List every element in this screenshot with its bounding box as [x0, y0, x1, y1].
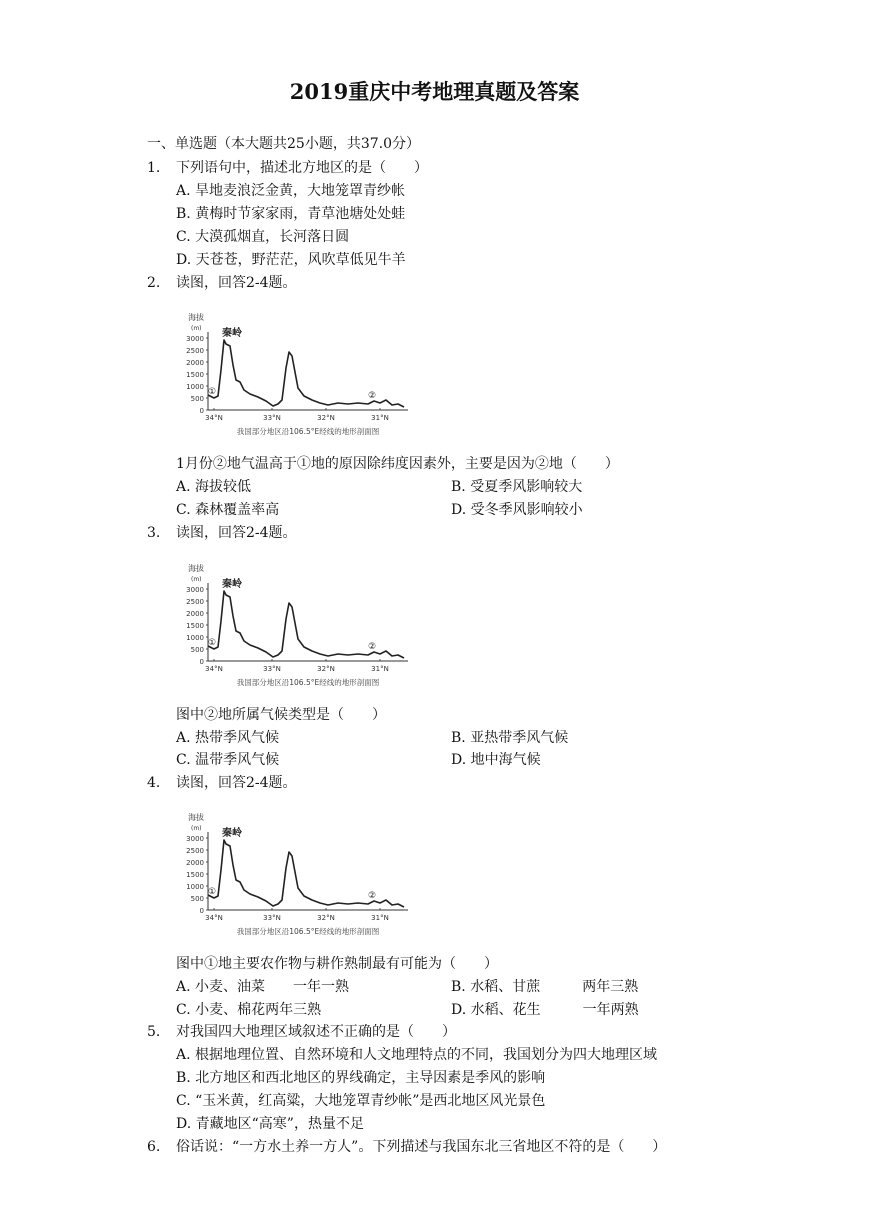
question-stem: 读图，回答2-4题。 — [176, 525, 297, 541]
x-tick-label: 31°N — [371, 414, 389, 422]
x-tick-label: 32°N — [317, 665, 335, 673]
option-c: C. 大漠孤烟直，长河落日圆 — [176, 229, 350, 245]
terrain-profile-svg — [178, 561, 418, 693]
option-a: A. 小麦、油菜 一年一熟 — [176, 979, 350, 995]
point-1-marker: ① — [208, 638, 217, 648]
y-tick-label: 2500 — [186, 847, 204, 855]
y-tick-label: 500 — [190, 646, 204, 654]
qinling-label: 秦岭 — [222, 579, 242, 590]
question-stem: 下列语句中，描述北方地区的是（ ） — [176, 160, 428, 176]
x-tick-label: 31°N — [371, 914, 389, 922]
figure-caption: 我国部分地区沿106.5°E经线的地形剖面图 — [236, 427, 380, 436]
option-a: A. 海拔较低 — [176, 479, 252, 495]
y-tick-label: 1500 — [186, 871, 204, 879]
y-tick-label: 0 — [199, 658, 204, 666]
y-axis-unit: (m) — [191, 825, 202, 832]
option-b: B. 亚热带季风气候 — [451, 730, 569, 746]
x-tick-label: 33°N — [263, 665, 281, 673]
terrain-profile-figure — [178, 810, 418, 942]
question-number: 4. — [147, 775, 161, 791]
y-tick-label: 2500 — [186, 598, 204, 606]
option-c: C. 森林覆盖率高 — [176, 502, 280, 518]
option-d: D. 水稻、花生 一年两熟 — [451, 1002, 639, 1018]
x-tick-label: 34°N — [205, 914, 223, 922]
option-d: D. 受冬季风影响较小 — [451, 502, 583, 518]
y-tick-label: 1000 — [186, 883, 204, 891]
y-axis-unit: (m) — [191, 576, 202, 583]
x-tick-label: 32°N — [317, 914, 335, 922]
question-number: 1. — [147, 160, 161, 176]
question-stem: 读图，回答2-4题。 — [176, 775, 297, 791]
qinling-label: 秦岭 — [222, 328, 242, 339]
y-axis-unit: (m) — [191, 325, 202, 332]
y-axis-label: 海拔 — [188, 813, 204, 822]
option-b: B. 黄梅时节家家雨，青草池塘处处蛙 — [176, 206, 406, 222]
option-b: B. 北方地区和西北地区的界线确定，主导因素是季风的影响 — [176, 1070, 546, 1086]
document-title: 2019重庆中考地理真题及答案 — [289, 79, 580, 104]
question-text: 图中①地主要农作物与耕作熟制最有可能为（ ） — [176, 956, 498, 972]
point-1-marker: ① — [208, 887, 217, 897]
option-d: D. 地中海气候 — [451, 752, 541, 768]
point-1-marker: ① — [208, 387, 217, 397]
y-tick-label: 1500 — [186, 622, 204, 630]
x-tick-label: 31°N — [371, 665, 389, 673]
y-tick-label: 1000 — [186, 383, 204, 391]
question-stem: 读图，回答2-4题。 — [176, 275, 297, 291]
option-d: D. 天苍苍，野茫茫，风吹草低见牛羊 — [176, 252, 406, 268]
option-a: A. 旱地麦浪泛金黄，大地笼罩青纱帐 — [176, 183, 406, 199]
option-b: B. 受夏季风影响较大 — [451, 479, 583, 495]
figure-caption: 我国部分地区沿106.5°E经线的地形剖面图 — [236, 678, 380, 687]
option-c: C. “玉米黄，红高粱，大地笼罩青纱帐”是西北地区风光景色 — [176, 1093, 546, 1109]
point-2-marker: ② — [368, 891, 377, 901]
y-tick-label: 1000 — [186, 634, 204, 642]
section-heading: 一、单选题（本大题共25小题，共37.0分） — [147, 136, 420, 152]
question-number: 5. — [147, 1024, 161, 1040]
y-tick-label: 3000 — [186, 835, 204, 843]
y-tick-label: 2500 — [186, 347, 204, 355]
terrain-profile-svg — [178, 310, 418, 442]
question-text: 1月份②地气温高于①地的原因除纬度因素外，主要是因为②地（ ） — [176, 456, 619, 472]
terrain-profile-figure — [178, 561, 418, 693]
x-tick-label: 33°N — [263, 414, 281, 422]
qinling-label: 秦岭 — [222, 828, 242, 839]
y-tick-label: 1500 — [186, 371, 204, 379]
y-tick-label: 3000 — [186, 586, 204, 594]
y-tick-label: 0 — [199, 407, 204, 415]
y-axis-label: 海拔 — [188, 313, 204, 322]
point-2-marker: ② — [368, 642, 377, 652]
x-tick-label: 33°N — [263, 914, 281, 922]
y-tick-label: 2000 — [186, 359, 204, 367]
question-number: 2. — [147, 275, 161, 291]
question-number: 3. — [147, 525, 161, 541]
y-tick-label: 2000 — [186, 610, 204, 618]
y-tick-label: 2000 — [186, 859, 204, 867]
x-tick-label: 34°N — [205, 414, 223, 422]
y-tick-label: 3000 — [186, 335, 204, 343]
point-2-marker: ② — [368, 391, 377, 401]
option-a: A. 根据地理位置、自然环境和人文地理特点的不同，我国划分为四大地理区域 — [176, 1047, 658, 1063]
option-b: B. 水稻、甘蔗 两年三熟 — [451, 979, 639, 995]
x-tick-label: 32°N — [317, 414, 335, 422]
figure-caption: 我国部分地区沿106.5°E经线的地形剖面图 — [236, 927, 380, 936]
question-number: 6. — [147, 1139, 161, 1155]
option-c: C. 温带季风气候 — [176, 752, 280, 768]
y-axis-label: 海拔 — [188, 564, 204, 573]
terrain-profile-figure — [178, 310, 418, 442]
y-tick-label: 500 — [190, 395, 204, 403]
y-tick-label: 0 — [199, 907, 204, 915]
question-stem: 对我国四大地理区域叙述不正确的是（ ） — [176, 1024, 456, 1040]
x-tick-label: 34°N — [205, 665, 223, 673]
option-a: A. 热带季风气候 — [176, 730, 280, 746]
option-c: C. 小麦、棉花两年三熟 — [176, 1002, 322, 1018]
question-text: 图中②地所属气候类型是（ ） — [176, 707, 386, 723]
question-stem: 俗话说：“一方水土养一方人”。下列描述与我国东北三省地区不符的是（ ） — [176, 1139, 667, 1155]
y-tick-label: 500 — [190, 895, 204, 903]
terrain-profile-svg — [178, 810, 418, 942]
option-d: D. 青藏地区“高寒”，热量不足 — [176, 1116, 364, 1132]
